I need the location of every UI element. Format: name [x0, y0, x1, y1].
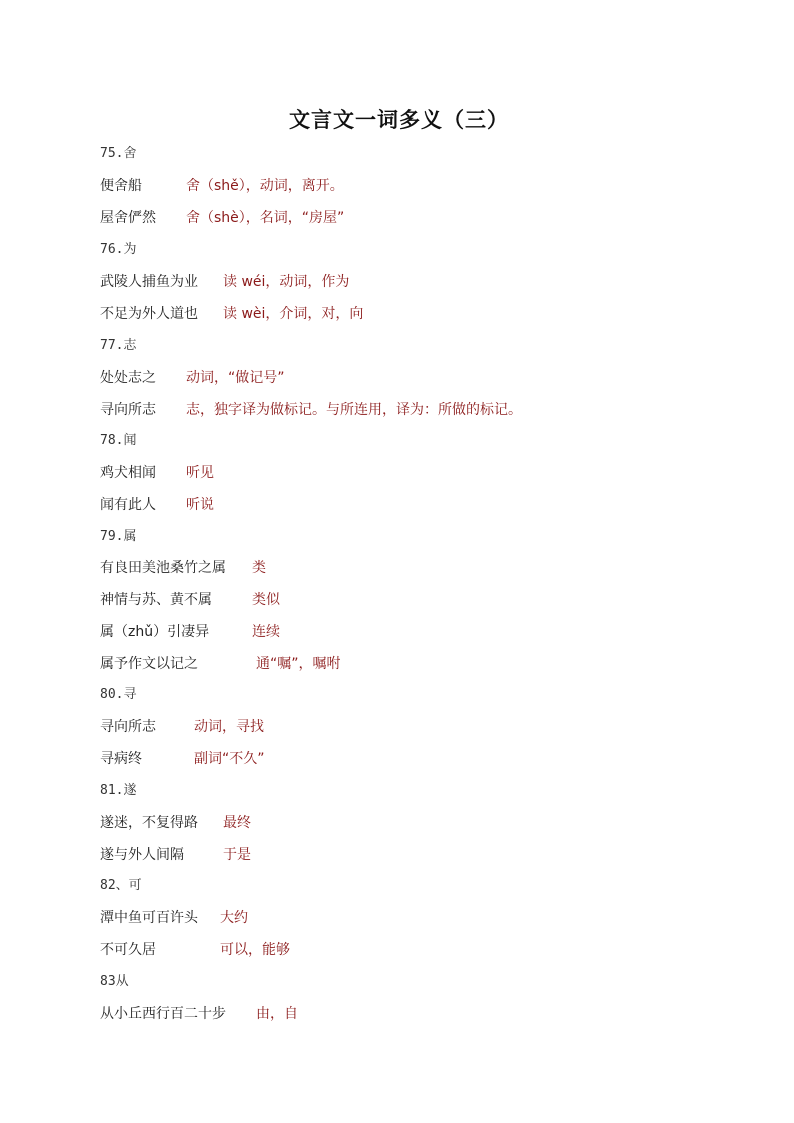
- word-meaning: 志，独字译为做标记。与所连用，译为：所做的标记。: [186, 402, 522, 418]
- word-meaning: 读 wéi，动词，作为: [223, 274, 350, 290]
- example-phrase: 属（zhǔ）引凄异: [100, 624, 210, 640]
- word-meaning: 通“嘱”，嘱咐: [256, 656, 341, 672]
- meaning-row: [100, 177, 344, 195]
- meaning-row: [100, 814, 251, 832]
- entry-heading: 82、可: [100, 878, 142, 893]
- meaning-row: [100, 464, 214, 482]
- meaning-row: [100, 401, 522, 419]
- page-title: 文言文一词多义（三）: [289, 108, 509, 132]
- example-phrase: 从小丘西行百二十步: [100, 1006, 226, 1022]
- meaning-row: [100, 718, 264, 736]
- word-meaning: 大约: [220, 910, 248, 926]
- example-phrase: 闻有此人: [100, 497, 156, 513]
- example-phrase: 寻病终: [100, 751, 142, 767]
- example-phrase: 寻向所志: [100, 719, 156, 735]
- meaning-row: [100, 941, 290, 959]
- entry-heading: 80.寻: [100, 687, 137, 702]
- example-phrase: 处处志之: [100, 370, 156, 386]
- meaning-row: [100, 846, 251, 864]
- word-meaning: 读 wèi，介词，对，向: [223, 306, 364, 322]
- word-meaning: 听见: [186, 465, 214, 481]
- entry-heading: 77.志: [100, 338, 137, 353]
- meaning-row: [100, 559, 266, 577]
- example-phrase: 鸡犬相闻: [100, 465, 156, 481]
- example-phrase: 不足为外人道也: [100, 306, 198, 322]
- meaning-row: [100, 750, 265, 768]
- example-phrase: 潭中鱼可百许头: [100, 910, 198, 926]
- entry-heading: 78.闻: [100, 433, 137, 448]
- word-meaning: 动词，“做记号”: [186, 370, 285, 386]
- meaning-row: [100, 1005, 298, 1023]
- word-meaning: 可以，能够: [220, 942, 290, 958]
- word-meaning: 动词，寻找: [194, 719, 264, 735]
- meaning-row: [100, 496, 214, 514]
- entry-heading: 83从: [100, 974, 129, 989]
- example-phrase: 遂迷，不复得路: [100, 815, 198, 831]
- meaning-row: [100, 623, 280, 641]
- example-phrase: 遂与外人间隔: [100, 847, 184, 863]
- meaning-row: [100, 305, 364, 323]
- example-phrase: 便舍船: [100, 178, 142, 194]
- word-meaning: 听说: [186, 497, 214, 513]
- meaning-row: [100, 369, 285, 387]
- meaning-row: [100, 209, 345, 227]
- entry-heading: 76.为: [100, 242, 137, 257]
- word-meaning: 由，自: [256, 1006, 298, 1022]
- meaning-row: [100, 655, 341, 673]
- meaning-row: [100, 591, 280, 609]
- example-phrase: 武陵人捕鱼为业: [100, 274, 198, 290]
- example-phrase: 神情与苏、黄不属: [100, 592, 212, 608]
- example-phrase: 属予作文以记之: [100, 656, 198, 672]
- meaning-row: [100, 909, 248, 927]
- word-meaning: 于是: [223, 847, 251, 863]
- entry-heading: 81.遂: [100, 783, 137, 798]
- example-phrase: 屋舍俨然: [100, 210, 156, 226]
- word-meaning: 副词“不久”: [194, 751, 265, 767]
- example-phrase: 不可久居: [100, 942, 156, 958]
- word-meaning: 舍（shè），名词，“房屋”: [186, 210, 345, 226]
- word-meaning: 最终: [223, 815, 251, 831]
- example-phrase: 寻向所志: [100, 402, 156, 418]
- word-meaning: 连续: [252, 624, 280, 640]
- entry-heading: 75.舍: [100, 146, 137, 161]
- word-meaning: 舍（shě），动词，离开。: [186, 178, 344, 194]
- entry-heading: 79.属: [100, 529, 137, 544]
- word-meaning: 类: [252, 560, 266, 576]
- word-meaning: 类似: [252, 592, 280, 608]
- example-phrase: 有良田美池桑竹之属: [100, 560, 226, 576]
- meaning-row: [100, 273, 350, 291]
